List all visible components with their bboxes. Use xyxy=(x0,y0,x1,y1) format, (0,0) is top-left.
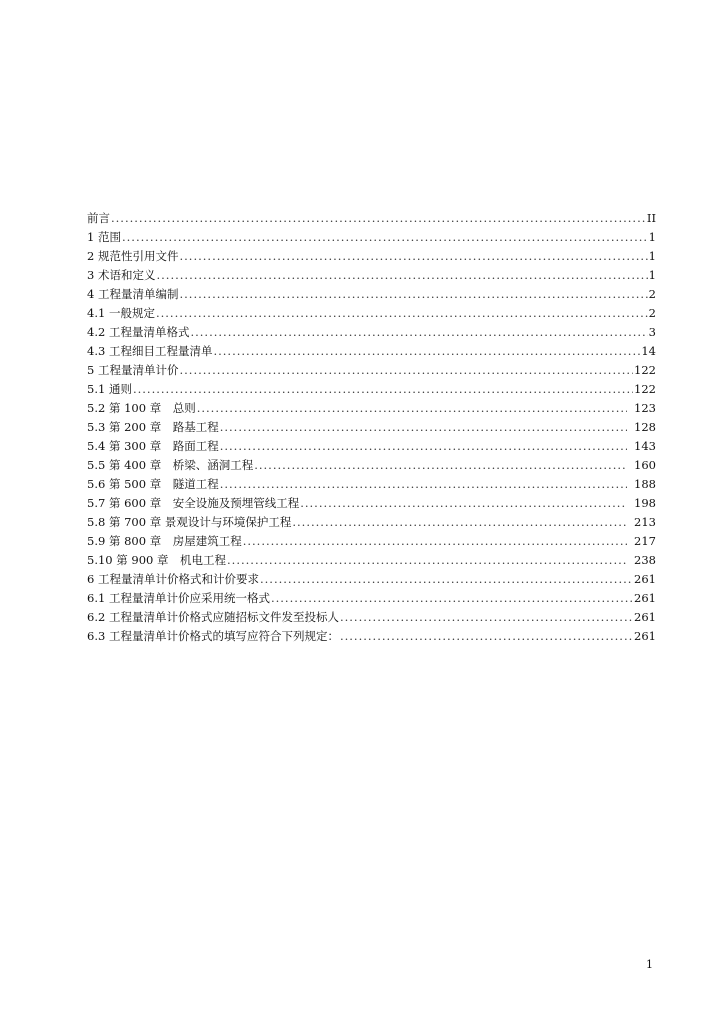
toc-entry-page: 160 xyxy=(634,458,656,472)
toc-entry[interactable] xyxy=(87,609,656,628)
toc-entry-page: 2 xyxy=(648,287,656,301)
toc-entry-title: 5.1 通则 xyxy=(87,382,132,396)
toc-entry-title: 5.8 第 700 章 景观设计与环境保护工程 xyxy=(87,515,292,529)
toc-entry[interactable] xyxy=(87,400,656,419)
toc-entry-page: 1 xyxy=(648,230,656,244)
toc-entry-title: 4.2 工程量清单格式 xyxy=(87,325,190,339)
toc-dot-leader xyxy=(190,325,647,339)
toc-entry[interactable] xyxy=(87,343,656,362)
toc-entry-title: 6.2 工程量清单计价格式应随招标文件发至投标人 xyxy=(87,610,339,624)
toc-entry-title: 5.10 第 900 章 机电工程 xyxy=(87,553,227,567)
toc-dot-leader xyxy=(340,629,633,643)
toc-entry-page: 14 xyxy=(641,344,656,358)
toc-entry-title: 6.3 工程量清单计价格式的填写应符合下列规定： xyxy=(87,629,339,643)
toc-entry-page: 143 xyxy=(634,439,656,453)
toc-dot-leader xyxy=(292,515,627,529)
toc-dot-leader xyxy=(220,420,627,434)
toc-entry-page: 1 xyxy=(648,268,656,282)
toc-entry-page: 261 xyxy=(634,591,656,605)
toc-dot-leader xyxy=(340,610,633,624)
toc-entry-page: 128 xyxy=(634,420,656,434)
toc-entry[interactable] xyxy=(87,381,656,400)
toc-entry-page: 213 xyxy=(634,515,656,529)
toc-entry[interactable] xyxy=(87,514,656,533)
toc-dot-leader xyxy=(220,439,627,453)
toc-dot-leader xyxy=(213,344,640,358)
toc-dot-leader xyxy=(133,382,633,396)
toc-entry[interactable] xyxy=(87,286,656,305)
toc-dot-leader xyxy=(197,401,627,415)
toc-entry-title: 3 术语和定义 xyxy=(87,268,156,282)
toc-entry-title: 4.3 工程细目工程量清单 xyxy=(87,344,213,358)
toc-entry-title: 5.3 第 200 章 路基工程 xyxy=(87,420,219,434)
toc-entry-title: 5.4 第 300 章 路面工程 xyxy=(87,439,219,453)
toc-entry-title: 前言 xyxy=(87,211,110,225)
toc-entry-page: 198 xyxy=(634,496,656,510)
toc-entry-page: 122 xyxy=(634,382,656,396)
toc-entry-title: 4.1 一般规定 xyxy=(87,306,155,320)
toc-entry-page: 261 xyxy=(634,610,656,624)
toc-entry[interactable] xyxy=(87,324,656,343)
toc-entry-title: 6 工程量清单计价格式和计价要求 xyxy=(87,572,259,586)
toc-entry[interactable] xyxy=(87,590,656,609)
toc-entry[interactable] xyxy=(87,267,656,286)
toc-dot-leader xyxy=(227,553,627,567)
toc-entry-title: 4 工程量清单编制 xyxy=(87,287,179,301)
toc-dot-leader xyxy=(300,496,627,510)
toc-entry[interactable] xyxy=(87,210,656,229)
toc-entry-title: 5 工程量清单计价 xyxy=(87,363,179,377)
toc-entry[interactable] xyxy=(87,248,656,267)
toc-entry-page: 3 xyxy=(648,325,656,339)
toc-dot-leader xyxy=(122,230,648,244)
toc-dot-leader xyxy=(243,534,627,548)
toc-entry[interactable] xyxy=(87,229,656,248)
toc-dot-leader xyxy=(179,287,647,301)
toc-entry[interactable] xyxy=(87,438,656,457)
toc-dot-leader xyxy=(111,211,646,225)
toc-entry-page: 122 xyxy=(634,363,656,377)
toc-dot-leader xyxy=(179,249,647,263)
toc-entry-page: 217 xyxy=(634,534,656,548)
toc-entry-title: 5.9 第 800 章 房屋建筑工程 xyxy=(87,534,242,548)
toc-entry-page: 188 xyxy=(634,477,656,491)
toc-entry-page: 238 xyxy=(634,553,656,567)
toc-entry[interactable] xyxy=(87,305,656,324)
toc-entry[interactable] xyxy=(87,419,656,438)
toc-dot-leader xyxy=(254,458,627,472)
toc-entry-page: 1 xyxy=(648,249,656,263)
toc-dot-leader xyxy=(179,363,633,377)
toc-entry-title: 5.5 第 400 章 桥梁、涵洞工程 xyxy=(87,458,254,472)
table-of-contents xyxy=(87,210,656,647)
toc-dot-leader xyxy=(220,477,627,491)
toc-entry-title: 5.6 第 500 章 隧道工程 xyxy=(87,477,219,491)
toc-entry-page: 261 xyxy=(634,572,656,586)
toc-dot-leader xyxy=(271,591,633,605)
toc-entry-page: 123 xyxy=(634,401,656,415)
toc-entry[interactable] xyxy=(87,533,656,552)
toc-entry[interactable] xyxy=(87,362,656,381)
toc-entry-title: 2 规范性引用文件 xyxy=(87,249,179,263)
toc-entry[interactable] xyxy=(87,571,656,590)
toc-entry-page: II xyxy=(646,211,656,225)
toc-entry-title: 6.1 工程量清单计价应采用统一格式 xyxy=(87,591,270,605)
page-number: 1 xyxy=(646,958,653,971)
toc-entry-page: 261 xyxy=(634,629,656,643)
toc-entry[interactable] xyxy=(87,552,656,571)
toc-entry[interactable] xyxy=(87,476,656,495)
toc-entry-title: 5.7 第 600 章 安全设施及预埋管线工程 xyxy=(87,496,300,510)
toc-dot-leader xyxy=(260,572,633,586)
toc-entry-page: 2 xyxy=(648,306,656,320)
toc-entry[interactable] xyxy=(87,628,656,647)
toc-entry[interactable] xyxy=(87,457,656,476)
toc-dot-leader xyxy=(156,306,648,320)
toc-entry-title: 1 范围 xyxy=(87,230,121,244)
toc-entry[interactable] xyxy=(87,495,656,514)
toc-entry-title: 5.2 第 100 章 总则 xyxy=(87,401,196,415)
toc-dot-leader xyxy=(156,268,647,282)
